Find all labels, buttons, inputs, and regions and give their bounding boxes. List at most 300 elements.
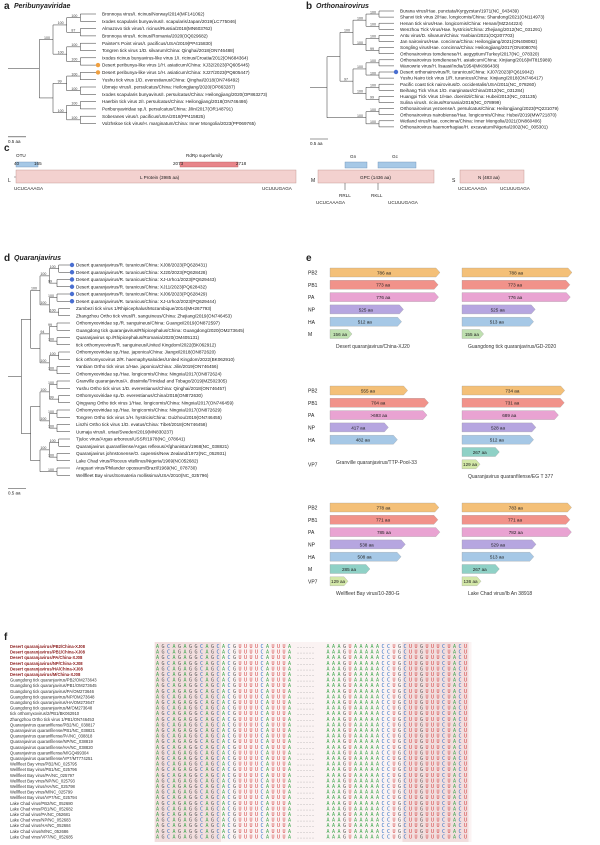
nucleotide: U bbox=[238, 823, 242, 830]
nucleotide: A bbox=[332, 772, 336, 779]
nucleotide: U bbox=[447, 817, 451, 824]
nucleotide: U bbox=[436, 795, 440, 802]
nucleotide: U bbox=[271, 716, 275, 723]
tree-a-bootstrap: 100 bbox=[57, 50, 64, 55]
alignment-row-label: Desert quaranjavirus/PA/China-XJ08 bbox=[10, 655, 83, 661]
nucleotide: U bbox=[392, 817, 396, 824]
nucleotide: C bbox=[458, 784, 462, 790]
nucleotide: C bbox=[216, 694, 220, 701]
nucleotide: U bbox=[414, 672, 418, 678]
nucleotide: C bbox=[458, 688, 462, 695]
nucleotide: U bbox=[255, 705, 259, 712]
nucleotide: C bbox=[381, 750, 385, 757]
nucleotide: A bbox=[453, 649, 457, 656]
nucleotide: C bbox=[200, 828, 204, 835]
nucleotide: A bbox=[288, 750, 292, 757]
nucleotide: U bbox=[238, 688, 242, 695]
nucleotide: A bbox=[337, 660, 341, 667]
nucleotide: U bbox=[425, 705, 429, 712]
nucleotide: C bbox=[216, 750, 220, 757]
nucleotide: C bbox=[458, 806, 462, 813]
nucleotide: G bbox=[189, 761, 193, 768]
nucleotide: A bbox=[354, 806, 358, 813]
nucleotide: C bbox=[227, 834, 231, 841]
nucleotide: A bbox=[288, 728, 292, 734]
nucleotide: C bbox=[216, 756, 220, 762]
nucleotide: U bbox=[277, 711, 281, 718]
tree-a-bootstrap: 87 bbox=[71, 28, 76, 33]
nucleotide: U bbox=[431, 761, 435, 768]
nucleotide: C bbox=[442, 722, 446, 729]
nucleotide: U bbox=[425, 683, 429, 690]
nucleotide: U bbox=[255, 795, 259, 802]
segment-length: 785 aa bbox=[376, 530, 392, 535]
nucleotide: C bbox=[200, 823, 204, 830]
nucleotide: C bbox=[167, 683, 171, 690]
nucleotide: G bbox=[211, 828, 215, 835]
tree-a-bootstrap: 100 bbox=[71, 72, 78, 77]
nucleotide: G bbox=[398, 649, 402, 656]
nucleotide: U bbox=[447, 800, 451, 807]
nucleotide: A bbox=[359, 683, 363, 690]
nucleotide: A bbox=[326, 705, 330, 712]
nucleotide: C bbox=[442, 784, 446, 790]
nucleotide: U bbox=[431, 644, 435, 650]
nucleotide: U bbox=[249, 750, 253, 757]
nucleotide: G bbox=[178, 739, 182, 746]
nucleotide: U bbox=[244, 644, 248, 650]
nucleotide: G bbox=[194, 683, 198, 690]
nucleotide: G bbox=[398, 828, 402, 835]
tree-d-bootstrap: 99 bbox=[48, 279, 52, 284]
m-segment-label: M bbox=[311, 178, 316, 184]
nucleotide: C bbox=[403, 812, 407, 818]
nucleotide: C bbox=[167, 761, 171, 768]
nucleotide: A bbox=[266, 828, 270, 835]
nucleotide: A bbox=[376, 772, 380, 779]
nucleotide: U bbox=[255, 806, 259, 813]
nucleotide: C bbox=[227, 795, 231, 802]
nucleotide: U bbox=[255, 828, 259, 835]
nucleotide: A bbox=[156, 784, 160, 790]
nucleotide: U bbox=[392, 795, 396, 802]
alignment-gap: ...... bbox=[296, 677, 315, 684]
nucleotide: C bbox=[381, 772, 385, 779]
nucleotide: U bbox=[447, 644, 451, 650]
nucleotide: U bbox=[392, 834, 396, 841]
nucleotide: U bbox=[282, 649, 286, 656]
tree-b-bootstrap: 100 bbox=[357, 16, 363, 21]
nucleotide: A bbox=[354, 789, 358, 796]
nucleotide: A bbox=[453, 778, 457, 785]
nucleotide: C bbox=[167, 677, 171, 684]
nucleotide: C bbox=[403, 666, 407, 673]
nucleotide: G bbox=[194, 795, 198, 802]
nucleotide: U bbox=[464, 800, 468, 807]
nucleotide: U bbox=[244, 660, 248, 667]
nucleotide: A bbox=[370, 739, 374, 746]
nucleotide: C bbox=[200, 694, 204, 701]
nucleotide: G bbox=[233, 817, 237, 824]
nucleotide: G bbox=[194, 789, 198, 796]
nucleotide: C bbox=[200, 739, 204, 746]
nucleotide: A bbox=[326, 772, 330, 779]
nucleotide: A bbox=[354, 672, 358, 678]
alignment-gap: ...... bbox=[296, 778, 315, 785]
nucleotide: G bbox=[420, 660, 424, 667]
nucleotide: U bbox=[431, 784, 435, 790]
nucleotide: U bbox=[238, 728, 242, 734]
nucleotide: U bbox=[409, 817, 413, 824]
nucleotide: A bbox=[376, 644, 380, 650]
nucleotide: G bbox=[233, 711, 237, 718]
nucleotide: U bbox=[392, 806, 396, 813]
nucleotide: U bbox=[425, 688, 429, 695]
alignment-gap: ...... bbox=[296, 722, 315, 729]
nucleotide: C bbox=[381, 784, 385, 790]
nucleotide: U bbox=[431, 789, 435, 796]
nucleotide: A bbox=[326, 750, 330, 757]
nucleotide: C bbox=[260, 767, 264, 774]
nucleotide: U bbox=[409, 800, 413, 807]
nucleotide: C bbox=[227, 744, 231, 751]
nucleotide: U bbox=[249, 834, 253, 841]
nucleotide: C bbox=[167, 767, 171, 774]
nucleotide: G bbox=[161, 660, 165, 667]
nucleotide: U bbox=[436, 694, 440, 701]
nucleotide: G bbox=[420, 644, 424, 650]
nucleotide: A bbox=[453, 660, 457, 667]
nucleotide: A bbox=[183, 705, 187, 712]
nucleotide: A bbox=[365, 705, 369, 712]
tree-d-bootstrap: 99 bbox=[48, 322, 52, 327]
nucleotide: A bbox=[205, 817, 209, 824]
nucleotide: C bbox=[387, 660, 391, 667]
nucleotide: A bbox=[370, 828, 374, 835]
nucleotide: C bbox=[227, 683, 231, 690]
nucleotide: G bbox=[233, 823, 237, 830]
nucleotide: A bbox=[266, 728, 270, 734]
nucleotide: U bbox=[414, 644, 418, 650]
nucleotide: A bbox=[326, 756, 330, 762]
nucleotide: A bbox=[376, 795, 380, 802]
nucleotide: G bbox=[420, 744, 424, 751]
segment-name: M bbox=[308, 567, 313, 574]
nucleotide: C bbox=[200, 660, 204, 667]
nucleotide: A bbox=[337, 672, 341, 678]
nucleotide: C bbox=[403, 744, 407, 751]
nucleotide: C bbox=[387, 728, 391, 734]
nucleotide: U bbox=[425, 778, 429, 785]
nucleotide: C bbox=[387, 750, 391, 757]
nucleotide: A bbox=[222, 800, 226, 807]
nucleotide: C bbox=[442, 688, 446, 695]
nucleotide: U bbox=[409, 823, 413, 830]
nucleotide: A bbox=[326, 739, 330, 746]
nucleotide: U bbox=[348, 795, 352, 802]
nucleotide: G bbox=[233, 795, 237, 802]
nucleotide: G bbox=[398, 823, 402, 830]
segment-length: 285 aa bbox=[341, 566, 357, 572]
nucleotide: U bbox=[409, 711, 413, 718]
nucleotide: A bbox=[205, 744, 209, 751]
nucleotide: U bbox=[271, 694, 275, 701]
gn-label: Gn bbox=[350, 154, 357, 159]
nucleotide: C bbox=[387, 817, 391, 824]
nucleotide: C bbox=[227, 750, 231, 757]
nucleotide: U bbox=[447, 828, 451, 835]
nucleotide: A bbox=[365, 716, 369, 723]
nucleotide: U bbox=[249, 789, 253, 796]
nucleotide: A bbox=[222, 823, 226, 830]
segment-length: 129 aa bbox=[463, 462, 478, 468]
nucleotide: G bbox=[189, 834, 193, 841]
nucleotide: U bbox=[414, 739, 418, 746]
tree-d-leaf-label: Orthomyxoviridae sp./R. sanguineus/China: Guangxi/2019(ON872597) bbox=[76, 320, 220, 326]
nucleotide: C bbox=[260, 795, 264, 802]
nucleotide: A bbox=[376, 750, 380, 757]
nucleotide: C bbox=[227, 761, 231, 768]
nucleotide: A bbox=[370, 823, 374, 830]
nucleotide: U bbox=[447, 655, 451, 662]
nucleotide: U bbox=[447, 716, 451, 723]
nucleotide: U bbox=[414, 823, 418, 830]
nucleotide: C bbox=[227, 666, 231, 673]
nucleotide: U bbox=[348, 744, 352, 751]
nucleotide: U bbox=[255, 767, 259, 774]
nucleotide: U bbox=[255, 728, 259, 734]
nucleotide: G bbox=[420, 756, 424, 762]
nucleotide: C bbox=[442, 778, 446, 785]
segment-name: PA bbox=[308, 295, 315, 302]
nucleotide: A bbox=[376, 660, 380, 667]
nucleotide: G bbox=[398, 817, 402, 824]
nucleotide: A bbox=[183, 806, 187, 813]
nucleotide: U bbox=[464, 649, 468, 656]
nucleotide: A bbox=[332, 733, 336, 740]
nucleotide: U bbox=[282, 672, 286, 678]
nucleotide: C bbox=[167, 756, 171, 762]
nucleotide: A bbox=[172, 677, 176, 684]
nucleotide: U bbox=[431, 739, 435, 746]
alignment-gap: ...... bbox=[296, 744, 315, 751]
nucleotide: G bbox=[343, 733, 347, 740]
nucleotide: U bbox=[436, 666, 440, 673]
nucleotide: G bbox=[211, 812, 215, 818]
nucleotide: G bbox=[420, 677, 424, 684]
nucleotide: U bbox=[392, 756, 396, 762]
nucleotide: A bbox=[354, 683, 358, 690]
nucleotide: U bbox=[249, 733, 253, 740]
nucleotide: U bbox=[431, 812, 435, 818]
nucleotide: U bbox=[348, 778, 352, 785]
nucleotide: A bbox=[205, 812, 209, 818]
nucleotide: A bbox=[205, 750, 209, 757]
nucleotide: U bbox=[238, 761, 242, 768]
nucleotide: U bbox=[271, 812, 275, 818]
nucleotide: U bbox=[277, 700, 281, 706]
tree-a-leaf-label: Peribunyaviridae sp./I. persulcatus/China: Jilin/2017(OR148791) bbox=[102, 106, 233, 112]
segment-length: 267 aa bbox=[472, 449, 487, 455]
nucleotide: U bbox=[277, 834, 281, 841]
nucleotide: U bbox=[464, 823, 468, 830]
nucleotide: A bbox=[205, 683, 209, 690]
nucleotide: C bbox=[381, 767, 385, 774]
nucleotide: A bbox=[332, 722, 336, 729]
nucleotide: A bbox=[376, 705, 380, 712]
nucleotide: U bbox=[392, 812, 396, 818]
nucleotide: G bbox=[178, 756, 182, 762]
nucleotide: A bbox=[326, 711, 330, 718]
nucleotide: A bbox=[326, 767, 330, 774]
nucleotide: U bbox=[244, 683, 248, 690]
nucleotide: A bbox=[222, 806, 226, 813]
segment-name: PB1 bbox=[308, 282, 318, 289]
nucleotide: G bbox=[398, 722, 402, 729]
panel-letter-d: d bbox=[4, 253, 11, 264]
nucleotide: G bbox=[161, 644, 165, 650]
tree-d-leaf-label: Qingyang Ortho tick virus 1/Hae. longicornis/China: Ningxia/2017(ON746459) bbox=[76, 400, 234, 406]
nucleotide: U bbox=[414, 655, 418, 662]
nucleotide: A bbox=[332, 739, 336, 746]
nucleotide: G bbox=[420, 817, 424, 824]
nucleotide: C bbox=[381, 739, 385, 746]
nucleotide: A bbox=[354, 795, 358, 802]
nucleotide: G bbox=[398, 778, 402, 785]
nucleotide: U bbox=[464, 828, 468, 835]
nucleotide: A bbox=[337, 649, 341, 656]
nucleotide: U bbox=[414, 756, 418, 762]
tree-a-bootstrap: 100 bbox=[71, 57, 78, 62]
nucleotide: A bbox=[326, 744, 330, 751]
nucleotide: A bbox=[205, 666, 209, 673]
tree-b-leaf-label: Sulina virus/I. ricinus/Romania/2016(NC_078999) bbox=[400, 100, 501, 106]
nucleotide: A bbox=[337, 655, 341, 662]
nucleotide: A bbox=[365, 655, 369, 662]
nucleotide: G bbox=[420, 739, 424, 746]
nucleotide: A bbox=[370, 666, 374, 673]
nucleotide: C bbox=[227, 705, 231, 712]
nucleotide: A bbox=[354, 705, 358, 712]
nucleotide: U bbox=[255, 778, 259, 785]
nucleotide: U bbox=[425, 716, 429, 723]
nucleotide: G bbox=[233, 756, 237, 762]
tree-a-bootstrap: 100 bbox=[71, 13, 78, 18]
nucleotide: U bbox=[447, 795, 451, 802]
nucleotide: C bbox=[403, 655, 407, 662]
nucleotide: G bbox=[233, 655, 237, 662]
nucleotide: C bbox=[442, 834, 446, 841]
tree-d-leaf-label: Orthomyxoviridae sp./Hae. japonica/China: Jiangxi/2018(ON872620) bbox=[76, 349, 216, 355]
nucleotide: C bbox=[260, 694, 264, 701]
nucleotide: A bbox=[453, 795, 457, 802]
tree-b-leaf-label: Shanxi tick virus 2/Hae. longicornis/China: Shandong/2021(ON114973) bbox=[400, 14, 545, 20]
nucleotide: U bbox=[414, 812, 418, 818]
nucleotide: G bbox=[398, 728, 402, 734]
segment-length: 129 aa bbox=[331, 579, 346, 585]
nucleotide: C bbox=[216, 655, 220, 662]
nucleotide: A bbox=[222, 677, 226, 684]
nucleotide: A bbox=[156, 666, 160, 673]
nucleotide: C bbox=[167, 660, 171, 667]
nucleotide: A bbox=[365, 823, 369, 830]
nucleotide: A bbox=[288, 812, 292, 818]
nucleotide: C bbox=[260, 700, 264, 706]
nucleotide: C bbox=[387, 812, 391, 818]
nucleotide: G bbox=[233, 700, 237, 706]
nucleotide: A bbox=[370, 677, 374, 684]
nucleotide: C bbox=[381, 705, 385, 712]
nucleotide: A bbox=[453, 800, 457, 807]
nucleotide: U bbox=[436, 711, 440, 718]
genome-caption: Wellfleet Bay virus/10-280-G bbox=[336, 591, 400, 598]
nucleotide: U bbox=[255, 739, 259, 746]
tree-d-bootstrap: 100 bbox=[48, 467, 54, 472]
otu-start: 40 bbox=[14, 161, 20, 166]
nucleotide: G bbox=[189, 700, 193, 706]
nucleotide: C bbox=[167, 750, 171, 757]
nucleotide: U bbox=[436, 817, 440, 824]
alignment-gap: ...... bbox=[296, 761, 315, 768]
nucleotide: A bbox=[288, 739, 292, 746]
alignment-gap: ...... bbox=[296, 789, 315, 796]
nucleotide: U bbox=[348, 683, 352, 690]
nucleotide: A bbox=[326, 778, 330, 785]
nucleotide: A bbox=[205, 716, 209, 723]
nucleotide: U bbox=[425, 672, 429, 678]
nucleotide: A bbox=[326, 700, 330, 706]
nucleotide: U bbox=[414, 806, 418, 813]
nucleotide: A bbox=[205, 722, 209, 729]
nucleotide: A bbox=[172, 767, 176, 774]
nucleotide: U bbox=[249, 761, 253, 768]
nucleotide: A bbox=[359, 733, 363, 740]
tree-b-bootstrap: 100 bbox=[357, 89, 363, 94]
rdrp-start: 2073 bbox=[173, 161, 184, 166]
nucleotide: U bbox=[409, 756, 413, 762]
nucleotide: U bbox=[425, 711, 429, 718]
nucleotide: A bbox=[359, 700, 363, 706]
segment-name: PB1 bbox=[308, 517, 318, 524]
nucleotide: A bbox=[266, 789, 270, 796]
nucleotide: A bbox=[205, 828, 209, 835]
nucleotide: A bbox=[183, 677, 187, 684]
nucleotide: U bbox=[414, 683, 418, 690]
nucleotide: A bbox=[359, 660, 363, 667]
nucleotide: C bbox=[167, 733, 171, 740]
nucleotide: U bbox=[238, 705, 242, 712]
nucleotide: U bbox=[409, 644, 413, 650]
nucleotide: U bbox=[436, 655, 440, 662]
nucleotide: U bbox=[392, 711, 396, 718]
nucleotide: G bbox=[178, 812, 182, 818]
nucleotide: U bbox=[436, 728, 440, 734]
nucleotide: U bbox=[271, 683, 275, 690]
nucleotide: A bbox=[205, 761, 209, 768]
alignment-gap: ...... bbox=[296, 716, 315, 723]
rdrp-end: 2718 bbox=[236, 161, 247, 166]
nucleotide: A bbox=[156, 823, 160, 830]
nucleotide: U bbox=[348, 800, 352, 807]
nucleotide: C bbox=[216, 688, 220, 695]
nucleotide: A bbox=[288, 722, 292, 729]
panel-letter-c: c bbox=[4, 143, 10, 154]
nucleotide: C bbox=[387, 800, 391, 807]
nucleotide: A bbox=[453, 672, 457, 678]
nucleotide: A bbox=[326, 828, 330, 835]
nucleotide: U bbox=[282, 817, 286, 824]
nucleotide: U bbox=[392, 739, 396, 746]
